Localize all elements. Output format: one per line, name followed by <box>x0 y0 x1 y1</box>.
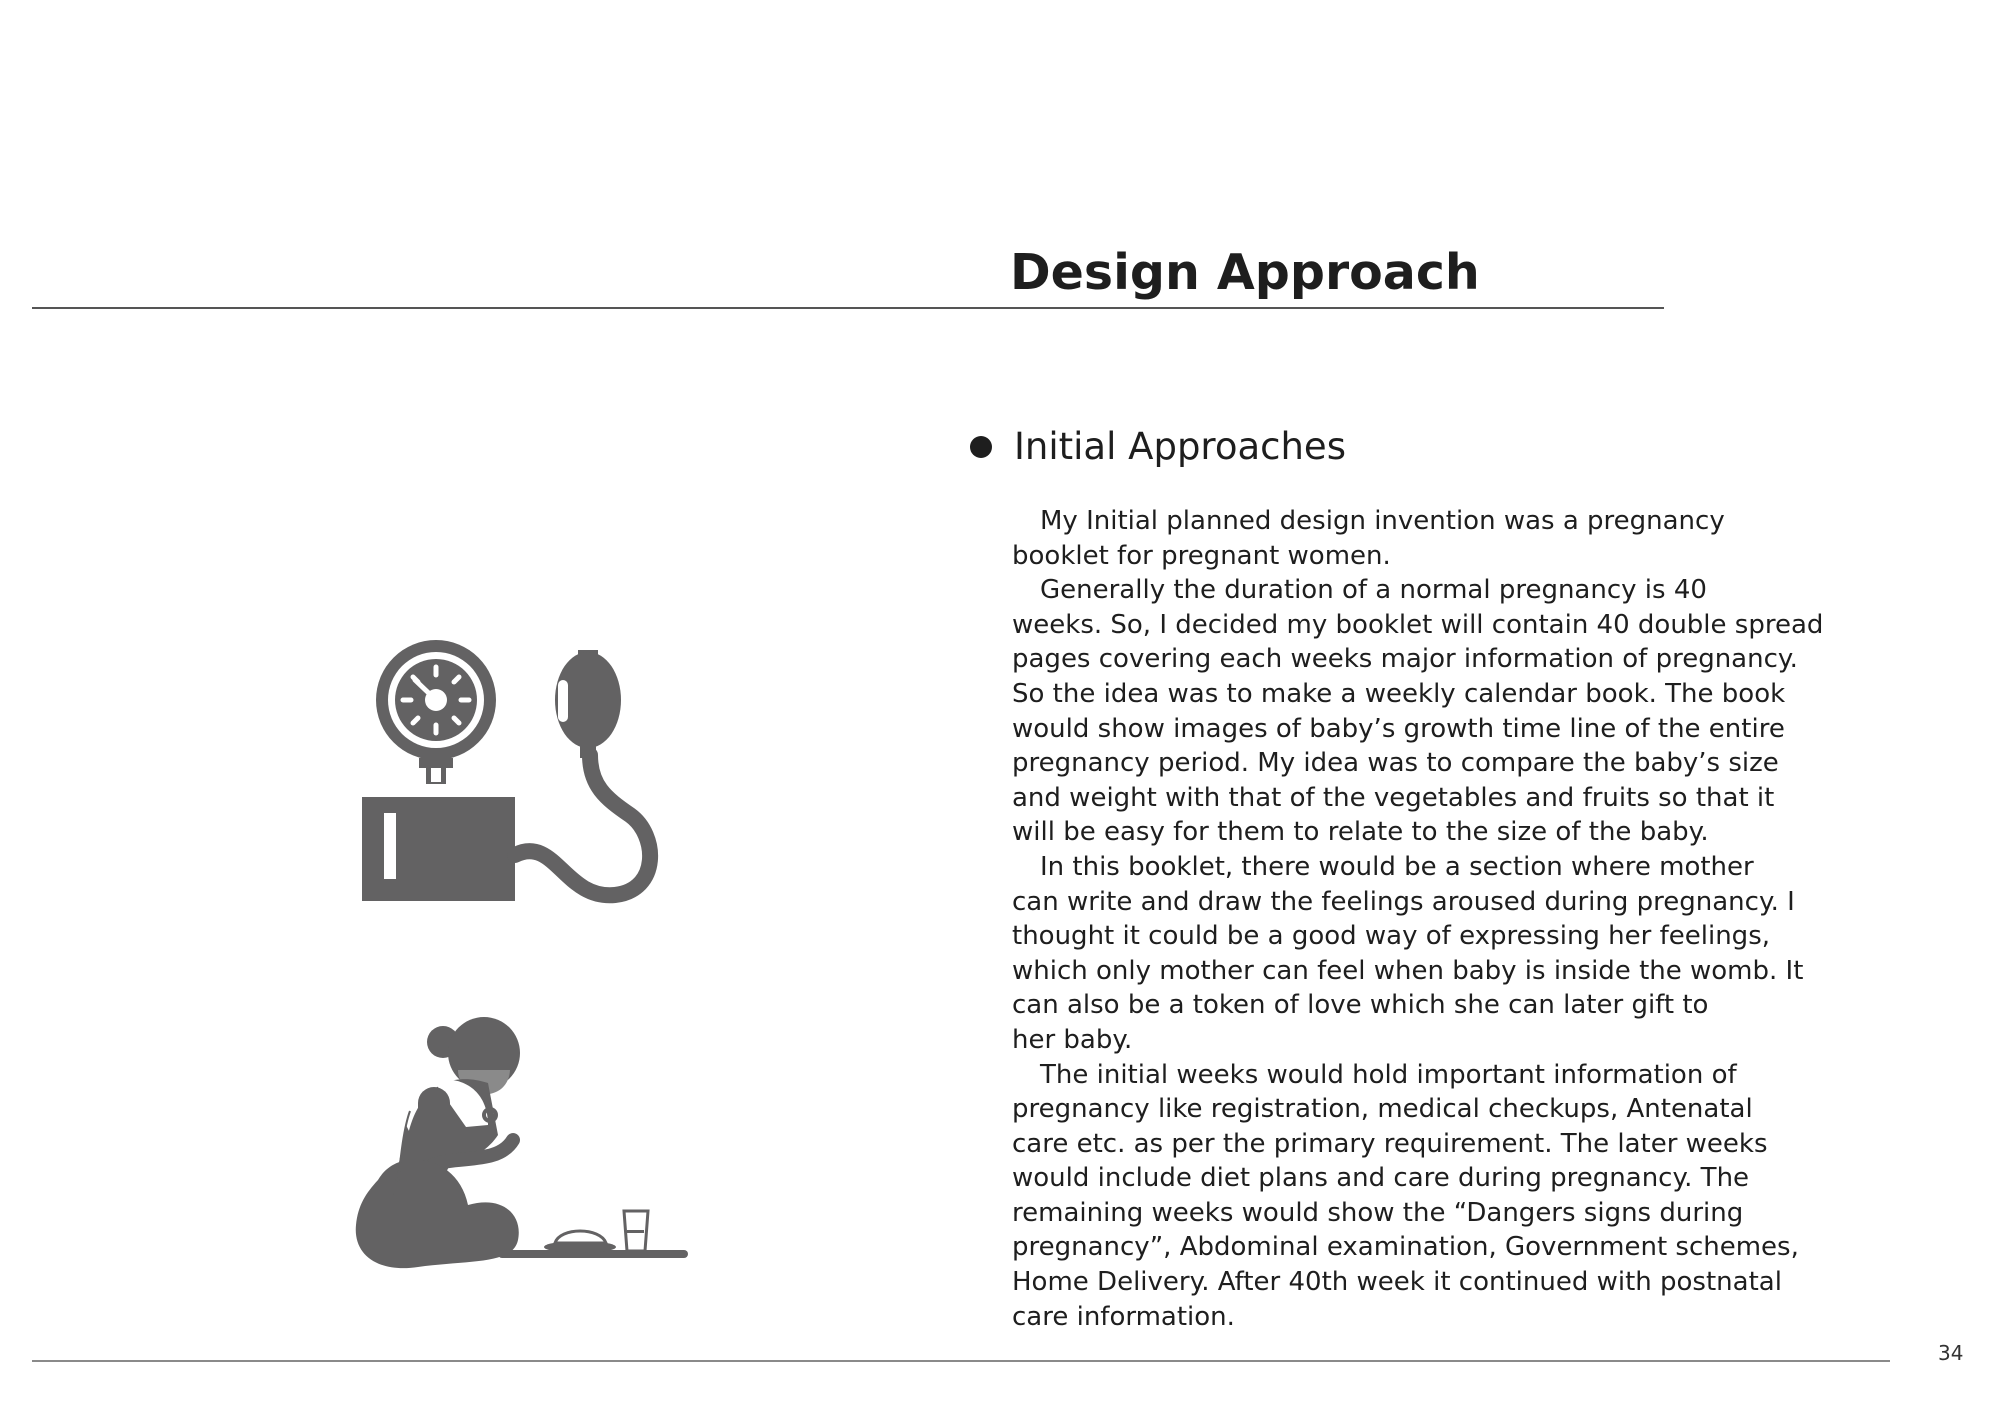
text-line: The initial weeks would hold important information of <box>1040 1059 1737 1090</box>
footer-divider <box>32 1360 1890 1362</box>
body-text <box>1012 504 1824 1334</box>
text-line: care information. <box>1012 1301 1235 1332</box>
text-line: Generally the duration of a normal pregnancy is 40 <box>1040 575 1707 606</box>
bullet-icon <box>970 436 992 458</box>
text-line: care etc. as per the primary requirement. The later weeks <box>1012 1128 1768 1159</box>
text-line: can also be a token of love which she can later gift to <box>1012 990 1709 1021</box>
text-line: can write and draw the feelings aroused during pregnancy. I <box>1012 886 1795 917</box>
pregnant-woman-eating-icon <box>348 1015 693 1275</box>
text-line: would show images of baby’s growth time line of the entire <box>1012 713 1785 744</box>
text-line: My Initial planned design invention was a pregnancy <box>1040 506 1725 536</box>
text-line: her baby. <box>1012 1024 1133 1055</box>
text-line: In this booklet, there would be a section where mother <box>1040 851 1754 882</box>
text-line: remaining weeks would show the “Dangers signs during <box>1012 1197 1744 1228</box>
text-line: weeks. So, I decided my booklet will contain 40 double spread <box>1012 609 1824 640</box>
text-line: Home Delivery. After 40th week it continued with postnatal <box>1012 1267 1782 1298</box>
text-line: would include diet plans and care during pregnancy. The <box>1012 1163 1750 1194</box>
page-title: Design Approach <box>1010 244 1480 301</box>
blood-pressure-monitor-icon <box>360 640 660 905</box>
text-line: booklet for pregnant women. <box>1012 540 1391 571</box>
page-number: 34 <box>1938 1341 1964 1365</box>
section-heading: Initial Approaches <box>1014 425 1346 468</box>
text-line: and weight with that of the vegetables and fruits so that it <box>1012 782 1775 813</box>
text-line: will be easy for them to relate to the size of the baby. <box>1012 817 1709 848</box>
text-line: pregnancy”, Abdominal examination, Government schemes, <box>1012 1232 1799 1263</box>
text-line: thought it could be a good way of expressing her feelings, <box>1012 921 1770 952</box>
text-line: So the idea was to make a weekly calendar book. The book <box>1012 678 1786 709</box>
title-divider <box>32 307 1664 309</box>
section-initial-approaches <box>970 425 1346 468</box>
text-line: pregnancy period. My idea was to compare the baby’s size <box>1012 748 1779 779</box>
text-line: which only mother can feel when baby is inside the womb. It <box>1012 955 1804 986</box>
text-line: pages covering each weeks major information of pregnancy. <box>1012 644 1798 675</box>
text-line: pregnancy like registration, medical checkups, Antenatal <box>1012 1094 1753 1125</box>
